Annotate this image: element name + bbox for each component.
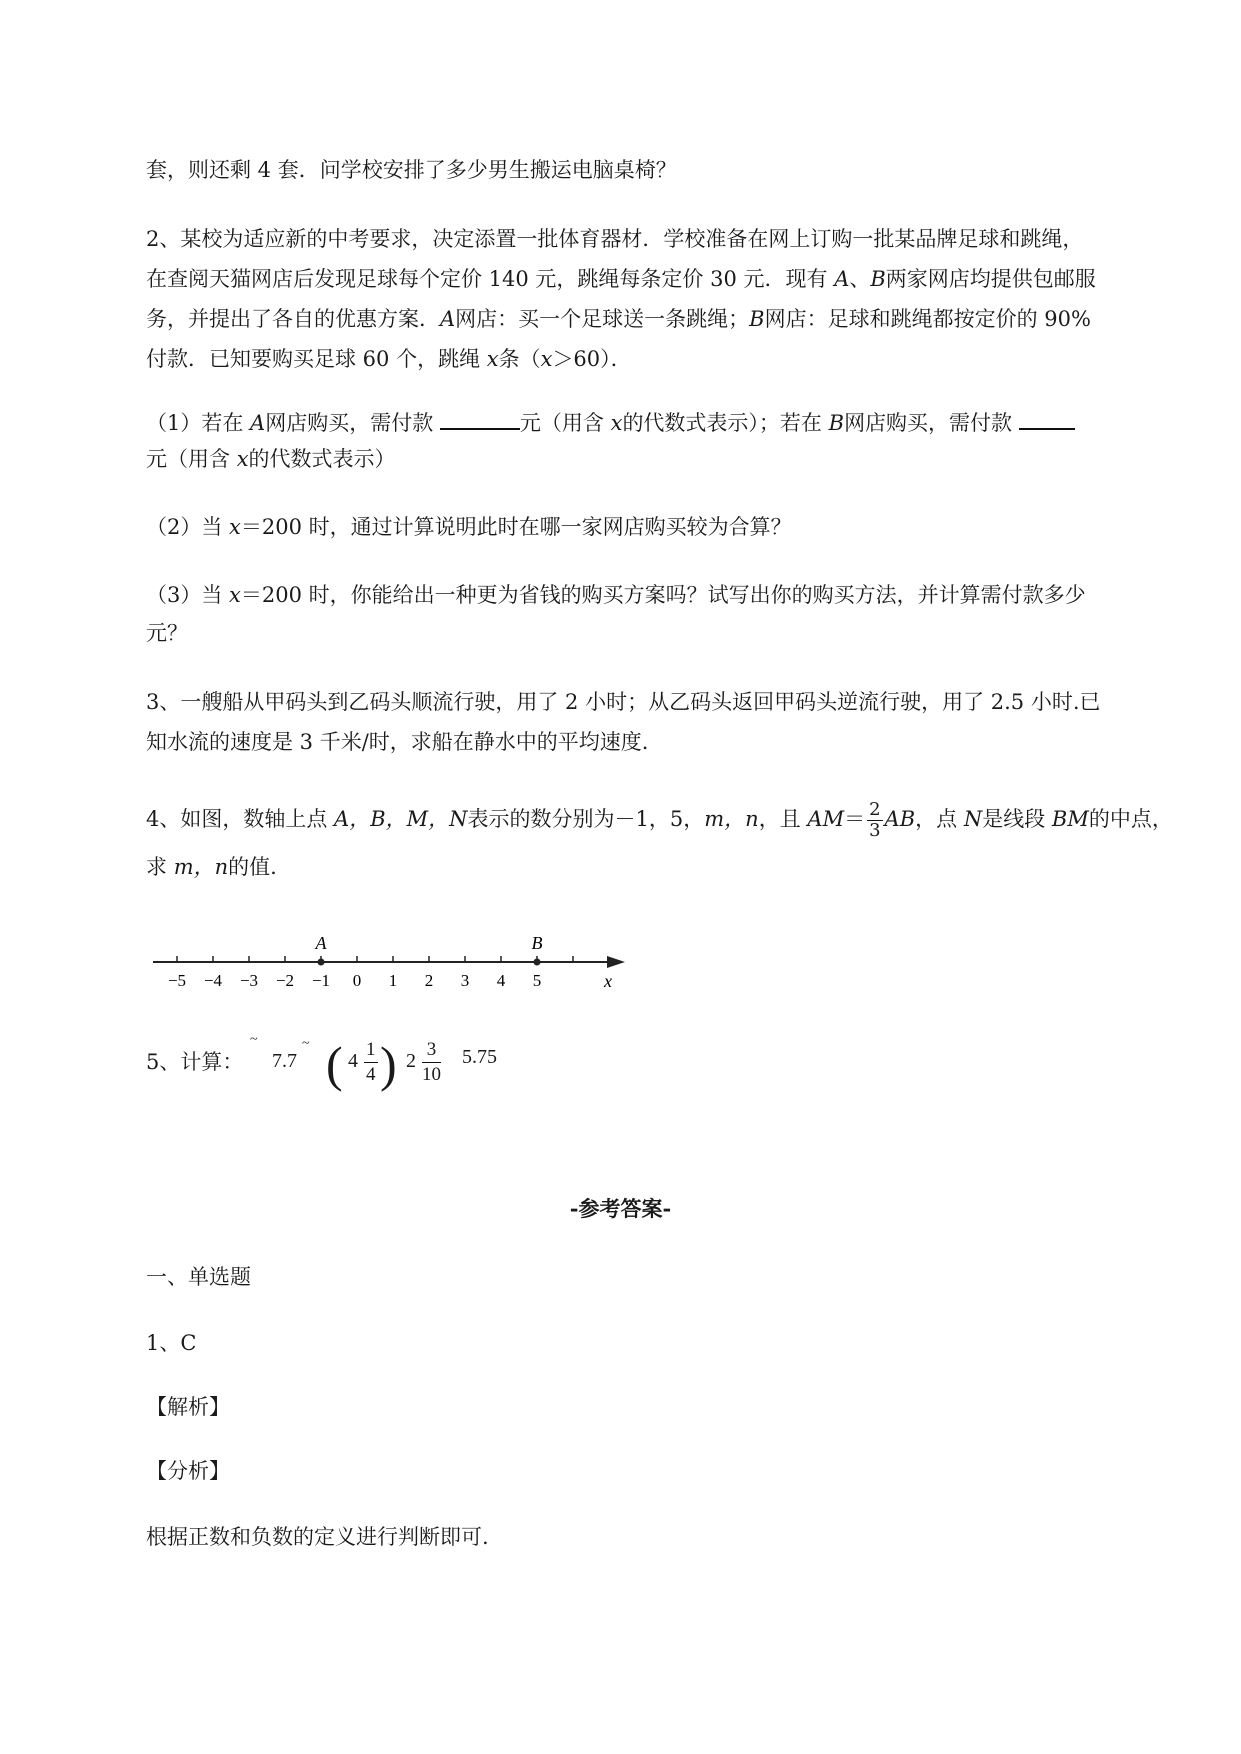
number-line-figure (145, 920, 635, 992)
q2-line-1: 2、某校为适应新的中考要求，决定添置一批体育器材．学校准备在网上订购一批某品牌足球和跳绳， (146, 227, 1084, 251)
number-line-tick-label: −5 (167, 971, 187, 990)
q2-line-3: 务，并提出了各自的优惠方案．A网店：买一个足球送一条跳绳；B网店：足球和跳绳都按定价的 90% (146, 307, 1091, 331)
answer-text: 根据正数和负数的定义进行判断即可. (146, 1525, 489, 1549)
answers-title: -参考答案- (569, 1196, 672, 1221)
point-b-label: B (531, 933, 543, 953)
answer-jiexi: 【解析】 (146, 1395, 230, 1419)
arrow-right-icon (607, 956, 625, 968)
q2-part-1-cont: 元（用含 x的代数式表示） (146, 447, 396, 471)
fraction-two-thirds: $\frac{2}{3}$ (869, 799, 881, 841)
point-a-dot (318, 959, 325, 966)
answer-item-1: 1、C (146, 1331, 197, 1355)
answer-fenxi: 【分析】 (146, 1459, 230, 1483)
number-line-tick-label: 2 (424, 971, 434, 990)
number-line-tick-label: −1 (311, 971, 331, 990)
q4-line-1: 4、如图，数轴上点 A，B，M，N表示的数分别为－1，5，m，n，且 AM＝ $\frac{2}{3}$ AB，点 N是线段 BM的中点， (146, 799, 1173, 841)
number-line-tick-label: 5 (532, 971, 542, 990)
q2-part-1: （1）若在 A网店购买，需付款 元（用含 x的代数式表示）；若在 B网店购买，需付款 (146, 408, 1075, 437)
point-a-label: A (315, 933, 327, 953)
number-line-tick-label: −3 (239, 971, 259, 990)
q4-line-2: 求 m，n的值. (146, 855, 277, 879)
number-line-tick-label: −4 (203, 971, 223, 990)
q3-line-2: 知水流的速度是 3 千米/时，求船在静水中的平均速度. (146, 730, 649, 754)
answer-blank-a[interactable] (440, 408, 520, 430)
q3-line-1: 3、一艘船从甲码头到乙码头顺流行驶，用了 2 小时；从乙码头返回甲码头逆流行驶，用了 2.5 小时.已 (146, 690, 1101, 714)
q2-line-2: 在查阅天猫网店后发现足球每个定价 140 元，跳绳每条定价 30 元．现有 A、B两家网店均提供包邮服 (146, 267, 1096, 291)
q1-tail-text: 套，则还剩 4 套．问学校安排了多少男生搬运电脑桌椅？ (146, 158, 677, 182)
q2-line-4: 付款．已知要购买足球 60 个，跳绳 x条（x＞60）． (146, 347, 632, 371)
number-line-tick-label: 3 (460, 971, 470, 990)
q2-part-3: （3）当 x＝200 时，你能给出一种更为省钱的购买方案吗？试写出你的购买方法，并计算需付款多少 (146, 583, 1086, 607)
number-line-tick-label: −2 (275, 971, 295, 990)
q2-part-3-cont: 元？ (146, 621, 188, 645)
number-line-tick-label: 1 (388, 971, 398, 990)
q2-part-2: （2）当 x＝200 时，通过计算说明此时在哪一家网店购买较为合算？ (146, 515, 792, 539)
axis-label-x: x (604, 971, 612, 991)
number-line-tick-label: 4 (496, 971, 506, 990)
number-line-tick-label: 0 (352, 971, 362, 990)
answers-section: 一、单选题 (146, 1265, 251, 1289)
point-b-dot (534, 959, 541, 966)
answer-blank-b[interactable] (1019, 408, 1075, 430)
q5-line: 5、计算： (146, 1050, 244, 1074)
